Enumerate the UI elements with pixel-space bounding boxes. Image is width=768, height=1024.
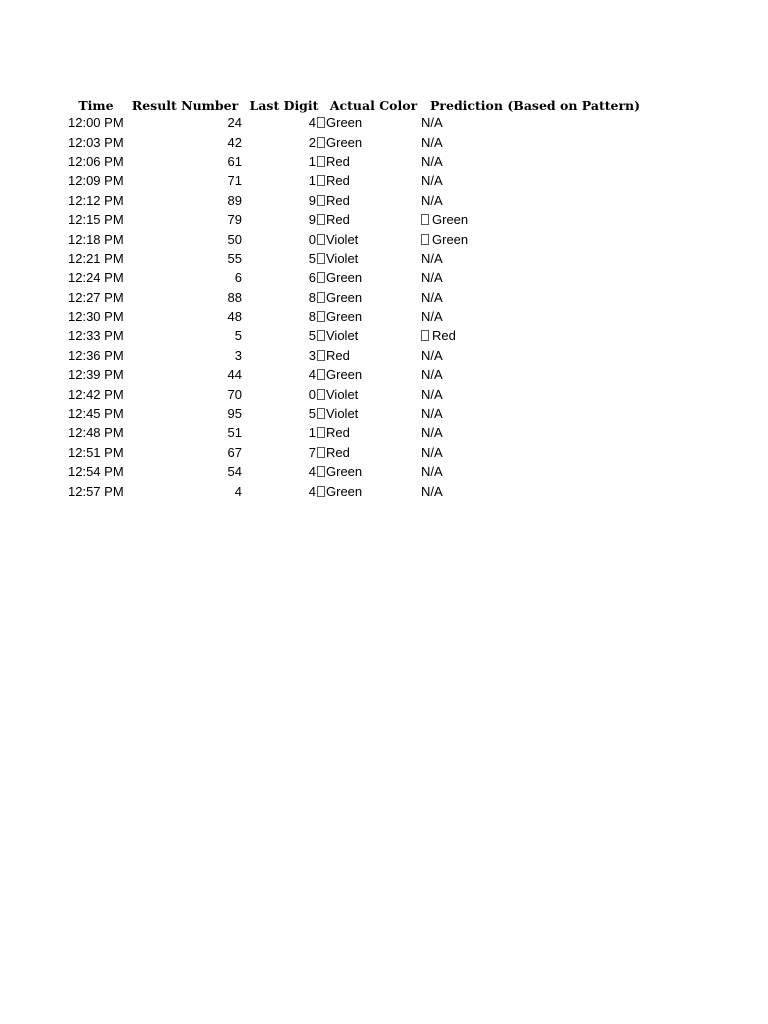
last-digit-value: 9: [308, 192, 316, 208]
color-circle-icon: [317, 427, 325, 438]
actual-color-cell: Green: [326, 270, 363, 286]
prediction-cell: [421, 326, 640, 345]
time-cell: 12:21 PM: [68, 250, 124, 266]
color-circle-icon: [317, 195, 325, 206]
time-cell: 12:51 PM: [68, 444, 124, 460]
table-row: [64, 191, 640, 210]
last-digit-cell: [242, 229, 326, 248]
actual-color-cell: Green: [326, 289, 363, 305]
prediction-value: N/A: [421, 115, 443, 131]
prediction-cell: [421, 346, 640, 365]
time-cell: 12:30 PM: [68, 309, 124, 325]
time-cell: 12:27 PM: [68, 289, 124, 305]
last-digit-cell: [242, 152, 326, 171]
color-circle-icon: [317, 117, 325, 128]
prediction-cell: [421, 443, 640, 462]
last-digit-cell: [242, 384, 326, 403]
time-cell: 12:48 PM: [68, 425, 124, 441]
result-number-cell: 88: [227, 289, 242, 305]
time-cell: 12:36 PM: [68, 347, 124, 363]
last-digit-value: 8: [308, 289, 316, 305]
result-number-cell: 6: [234, 270, 242, 286]
color-circle-icon: [317, 466, 325, 477]
spreadsheet-page: [0, 92, 768, 501]
header-result-number: Result Number: [131, 98, 239, 113]
actual-color-cell: Violet: [326, 250, 359, 266]
prediction-value: N/A: [421, 425, 443, 441]
prediction-cell: [421, 384, 640, 403]
last-digit-value: 3: [308, 347, 316, 363]
result-number-cell: 67: [227, 444, 242, 460]
table-row: [64, 268, 640, 287]
prediction-cell: [421, 423, 640, 442]
header-row: [64, 92, 640, 113]
result-number-cell: 42: [227, 134, 242, 150]
last-digit-cell: [242, 288, 326, 307]
prediction-value: N/A: [421, 444, 443, 460]
prediction-cell: [421, 307, 640, 326]
result-number-cell: 3: [234, 347, 242, 363]
time-cell: 12:42 PM: [68, 386, 124, 402]
time-cell: 12:39 PM: [68, 367, 124, 383]
header-time: Time: [78, 98, 114, 113]
result-number-cell: 89: [227, 192, 242, 208]
last-digit-value: 6: [308, 270, 316, 286]
table-row: [64, 307, 640, 326]
color-circle-icon: [317, 350, 325, 361]
last-digit-value: 4: [308, 115, 316, 131]
last-digit-value: 5: [308, 250, 316, 266]
results-table: [64, 92, 640, 501]
time-cell: 12:45 PM: [68, 406, 124, 422]
last-digit-cell: [242, 481, 326, 500]
table-row: [64, 481, 640, 500]
header-prediction: Prediction (Based on Pattern): [430, 98, 641, 113]
prediction-value: N/A: [421, 270, 443, 286]
prediction-cell: [421, 462, 640, 481]
color-circle-icon: [317, 369, 325, 380]
last-digit-cell: [242, 132, 326, 151]
table-body: [64, 113, 640, 501]
table-row: [64, 423, 640, 442]
table-row: [64, 249, 640, 268]
last-digit-cell: [242, 326, 326, 345]
time-cell: 12:24 PM: [68, 270, 124, 286]
color-circle-icon: [317, 214, 325, 225]
last-digit-cell: [242, 268, 326, 287]
prediction-value: N/A: [421, 367, 443, 383]
last-digit-cell: [242, 191, 326, 210]
actual-color-cell: Green: [326, 483, 363, 499]
last-digit-cell: [242, 171, 326, 190]
last-digit-cell: [242, 462, 326, 481]
table-row: [64, 365, 640, 384]
last-digit-value: 5: [308, 328, 316, 344]
last-digit-cell: [242, 346, 326, 365]
prediction-value: N/A: [421, 173, 443, 189]
color-circle-icon: [317, 389, 325, 400]
result-number-cell: 79: [227, 212, 242, 228]
last-digit-value: 1: [308, 425, 316, 441]
table-row: [64, 443, 640, 462]
prediction-circle-icon: [421, 234, 429, 245]
actual-color-cell: Red: [326, 173, 350, 189]
color-circle-icon: [317, 253, 325, 264]
result-number-cell: 50: [227, 231, 242, 247]
table-row: [64, 462, 640, 481]
last-digit-cell: [242, 443, 326, 462]
prediction-cell: [421, 132, 640, 151]
table-row: [64, 171, 640, 190]
actual-color-cell: Red: [326, 192, 350, 208]
time-cell: 12:57 PM: [68, 483, 124, 499]
prediction-value: Green: [432, 212, 469, 228]
last-digit-value: 1: [308, 153, 316, 169]
result-number-cell: 54: [227, 464, 242, 480]
result-number-cell: 4: [234, 483, 242, 499]
last-digit-value: 0: [308, 231, 316, 247]
time-cell: 12:09 PM: [68, 173, 124, 189]
prediction-cell: [421, 171, 640, 190]
result-number-cell: 70: [227, 386, 242, 402]
last-digit-value: 8: [308, 309, 316, 325]
prediction-value: N/A: [421, 464, 443, 480]
last-digit-cell: [242, 113, 326, 132]
prediction-value: N/A: [421, 134, 443, 150]
actual-color-cell: Violet: [326, 386, 359, 402]
table-row: [64, 113, 640, 132]
time-cell: 12:18 PM: [68, 231, 124, 247]
time-cell: 12:54 PM: [68, 464, 124, 480]
result-number-cell: 71: [227, 173, 242, 189]
color-circle-icon: [317, 330, 325, 341]
actual-color-cell: Red: [326, 212, 350, 228]
table-row: [64, 132, 640, 151]
result-number-cell: 55: [227, 250, 242, 266]
time-cell: 12:06 PM: [68, 153, 124, 169]
last-digit-cell: [242, 307, 326, 326]
prediction-value: N/A: [421, 347, 443, 363]
prediction-cell: [421, 113, 640, 132]
actual-color-cell: Green: [326, 309, 363, 325]
result-number-cell: 95: [227, 406, 242, 422]
last-digit-value: 0: [308, 386, 316, 402]
prediction-value: N/A: [421, 386, 443, 402]
result-number-cell: 51: [227, 425, 242, 441]
color-circle-icon: [317, 311, 325, 322]
table-row: [64, 152, 640, 171]
color-circle-icon: [317, 234, 325, 245]
time-cell: 12:15 PM: [68, 212, 124, 228]
prediction-cell: [421, 229, 640, 248]
prediction-cell: [421, 191, 640, 210]
time-cell: 12:03 PM: [68, 134, 124, 150]
prediction-value: N/A: [421, 406, 443, 422]
prediction-circle-icon: [421, 330, 429, 341]
actual-color-cell: Red: [326, 153, 350, 169]
prediction-cell: [421, 152, 640, 171]
last-digit-value: 9: [308, 212, 316, 228]
last-digit-value: 5: [308, 406, 316, 422]
color-circle-icon: [317, 408, 325, 419]
result-number-cell: 61: [227, 153, 242, 169]
last-digit-cell: [242, 365, 326, 384]
last-digit-cell: [242, 249, 326, 268]
last-digit-cell: [242, 210, 326, 229]
actual-color-cell: Violet: [326, 328, 359, 344]
last-digit-value: 4: [308, 367, 316, 383]
result-number-cell: 5: [234, 328, 242, 344]
header-actual-color: Actual Color: [329, 98, 418, 113]
actual-color-cell: Green: [326, 464, 363, 480]
prediction-value: N/A: [421, 483, 443, 499]
actual-color-cell: Violet: [326, 406, 359, 422]
prediction-value: N/A: [421, 192, 443, 208]
color-circle-icon: [317, 447, 325, 458]
result-number-cell: 48: [227, 309, 242, 325]
table-row: [64, 210, 640, 229]
time-cell: 12:00 PM: [68, 115, 124, 131]
last-digit-value: 4: [308, 464, 316, 480]
prediction-value: N/A: [421, 250, 443, 266]
prediction-value: N/A: [421, 289, 443, 305]
time-cell: 12:33 PM: [68, 328, 124, 344]
result-number-cell: 24: [227, 115, 242, 131]
last-digit-value: 2: [308, 134, 316, 150]
prediction-circle-icon: [421, 214, 429, 225]
actual-color-cell: Green: [326, 367, 363, 383]
actual-color-cell: Red: [326, 425, 350, 441]
prediction-cell: [421, 210, 640, 229]
prediction-cell: [421, 365, 640, 384]
actual-color-cell: Green: [326, 115, 363, 131]
table-row: [64, 384, 640, 403]
prediction-cell: [421, 268, 640, 287]
table-row: [64, 346, 640, 365]
last-digit-cell: [242, 423, 326, 442]
color-circle-icon: [317, 175, 325, 186]
table-row: [64, 326, 640, 345]
table-row: [64, 404, 640, 423]
prediction-cell: [421, 481, 640, 500]
last-digit-value: 4: [308, 483, 316, 499]
prediction-cell: [421, 249, 640, 268]
color-circle-icon: [317, 156, 325, 167]
prediction-cell: [421, 404, 640, 423]
actual-color-cell: Green: [326, 134, 363, 150]
color-circle-icon: [317, 486, 325, 497]
prediction-value: N/A: [421, 153, 443, 169]
prediction-value: N/A: [421, 309, 443, 325]
prediction-cell: [421, 288, 640, 307]
prediction-value: Green: [432, 231, 469, 247]
last-digit-value: 1: [308, 173, 316, 189]
table-row: [64, 229, 640, 248]
color-circle-icon: [317, 292, 325, 303]
header-last-digit: Last Digit: [249, 98, 319, 113]
color-circle-icon: [317, 272, 325, 283]
actual-color-cell: Violet: [326, 231, 359, 247]
prediction-value: Red: [432, 328, 456, 344]
table-row: [64, 288, 640, 307]
color-circle-icon: [317, 137, 325, 148]
actual-color-cell: Red: [326, 347, 350, 363]
last-digit-cell: [242, 404, 326, 423]
actual-color-cell: Red: [326, 444, 350, 460]
last-digit-value: 7: [308, 444, 316, 460]
time-cell: 12:12 PM: [68, 192, 124, 208]
result-number-cell: 44: [227, 367, 242, 383]
